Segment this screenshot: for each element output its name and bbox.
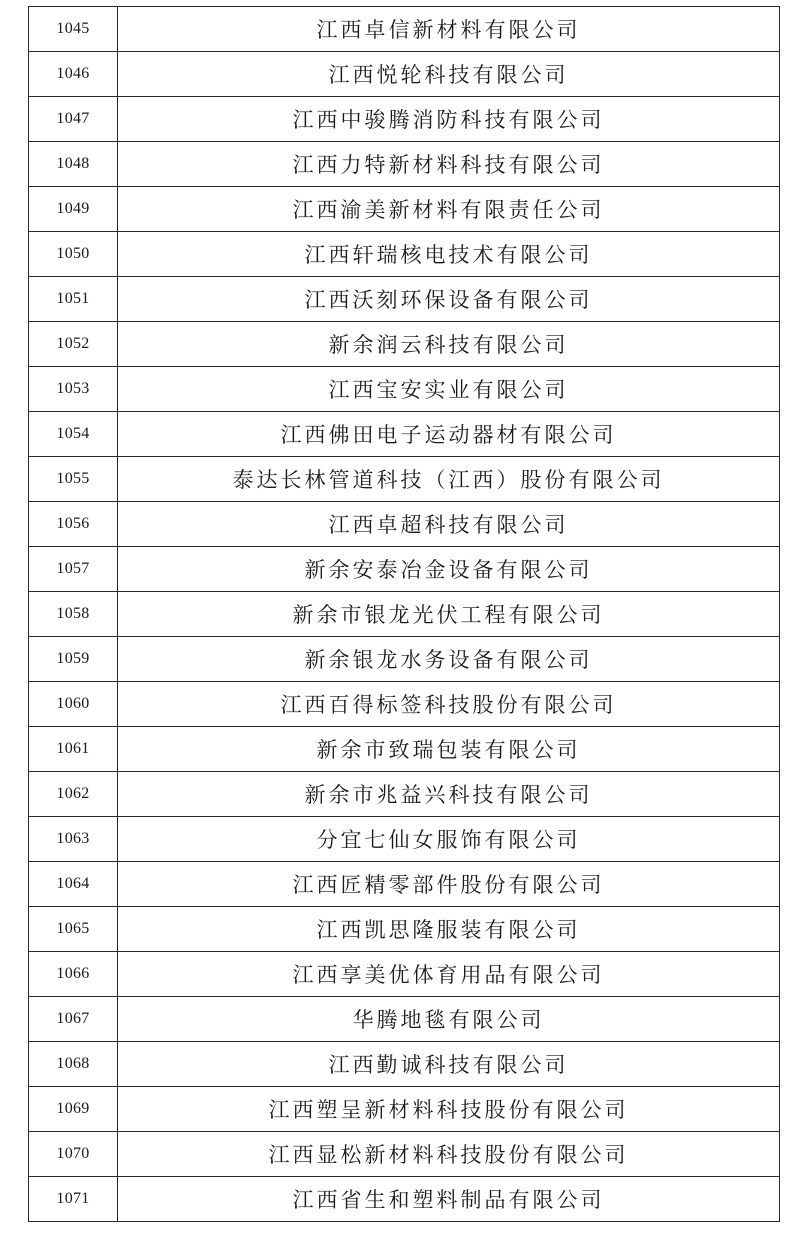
company-name: 新余银龙水务设备有限公司 [118,637,780,682]
company-name: 江西宝安实业有限公司 [118,367,780,412]
row-number: 1063 [29,817,118,862]
company-name: 江西显松新材料科技股份有限公司 [118,1132,780,1177]
table-row [29,997,780,1042]
row-number: 1045 [29,7,118,52]
company-name: 江西百得标签科技股份有限公司 [118,682,780,727]
row-number: 1054 [29,412,118,457]
company-name: 新余市兆益兴科技有限公司 [118,772,780,817]
row-number: 1061 [29,727,118,772]
row-number: 1067 [29,997,118,1042]
row-number: 1053 [29,367,118,412]
row-number: 1070 [29,1132,118,1177]
row-number: 1046 [29,52,118,97]
row-number: 1051 [29,277,118,322]
company-name: 江西轩瑞核电技术有限公司 [118,232,780,277]
company-name: 江西匠精零部件股份有限公司 [118,862,780,907]
company-name: 江西卓超科技有限公司 [118,502,780,547]
row-number: 1047 [29,97,118,142]
table-row [29,367,780,412]
table-row [29,1087,780,1132]
company-name: 新余润云科技有限公司 [118,322,780,367]
table-row [29,952,780,997]
table-row [29,862,780,907]
company-name: 泰达长林管道科技（江西）股份有限公司 [118,457,780,502]
company-name: 新余市银龙光伏工程有限公司 [118,592,780,637]
company-name: 江西省生和塑料制品有限公司 [118,1177,780,1222]
table-row [29,97,780,142]
table-row [29,142,780,187]
table-row [29,232,780,277]
company-name: 江西享美优体育用品有限公司 [118,952,780,997]
company-name: 江西卓信新材料有限公司 [118,7,780,52]
row-number: 1049 [29,187,118,232]
row-number: 1060 [29,682,118,727]
row-number: 1064 [29,862,118,907]
row-number: 1059 [29,637,118,682]
table-row [29,592,780,637]
table-row [29,547,780,592]
company-name: 江西塑呈新材料科技股份有限公司 [118,1087,780,1132]
company-name: 江西佛田电子运动器材有限公司 [118,412,780,457]
company-name: 江西渝美新材料有限责任公司 [118,187,780,232]
row-number: 1050 [29,232,118,277]
company-name: 江西中骏腾消防科技有限公司 [118,97,780,142]
table-row [29,637,780,682]
table-row [29,1177,780,1222]
table-row [29,412,780,457]
row-number: 1052 [29,322,118,367]
row-number: 1056 [29,502,118,547]
table-row [29,772,780,817]
table-row [29,7,780,52]
table-row [29,727,780,772]
company-name: 江西沃刻环保设备有限公司 [118,277,780,322]
row-number: 1062 [29,772,118,817]
company-name: 新余安泰冶金设备有限公司 [118,547,780,592]
company-name: 江西勤诚科技有限公司 [118,1042,780,1087]
table-row [29,1132,780,1177]
table-row [29,907,780,952]
row-number: 1055 [29,457,118,502]
table-row [29,1042,780,1087]
table-row [29,457,780,502]
company-list-body [29,7,780,1222]
row-number: 1068 [29,1042,118,1087]
company-name: 江西力特新材料科技有限公司 [118,142,780,187]
table-row [29,322,780,367]
row-number: 1058 [29,592,118,637]
company-name: 分宜七仙女服饰有限公司 [118,817,780,862]
table-row [29,277,780,322]
company-name: 华腾地毯有限公司 [118,997,780,1042]
row-number: 1071 [29,1177,118,1222]
company-list-table [28,6,780,1222]
company-name: 新余市致瑞包装有限公司 [118,727,780,772]
row-number: 1065 [29,907,118,952]
company-name: 江西悦轮科技有限公司 [118,52,780,97]
row-number: 1057 [29,547,118,592]
company-list-sheet [28,6,780,1222]
company-name: 江西凯思隆服装有限公司 [118,907,780,952]
table-row [29,502,780,547]
row-number: 1048 [29,142,118,187]
table-row [29,52,780,97]
table-row [29,682,780,727]
row-number: 1066 [29,952,118,997]
row-number: 1069 [29,1087,118,1132]
table-row [29,817,780,862]
table-row [29,187,780,232]
